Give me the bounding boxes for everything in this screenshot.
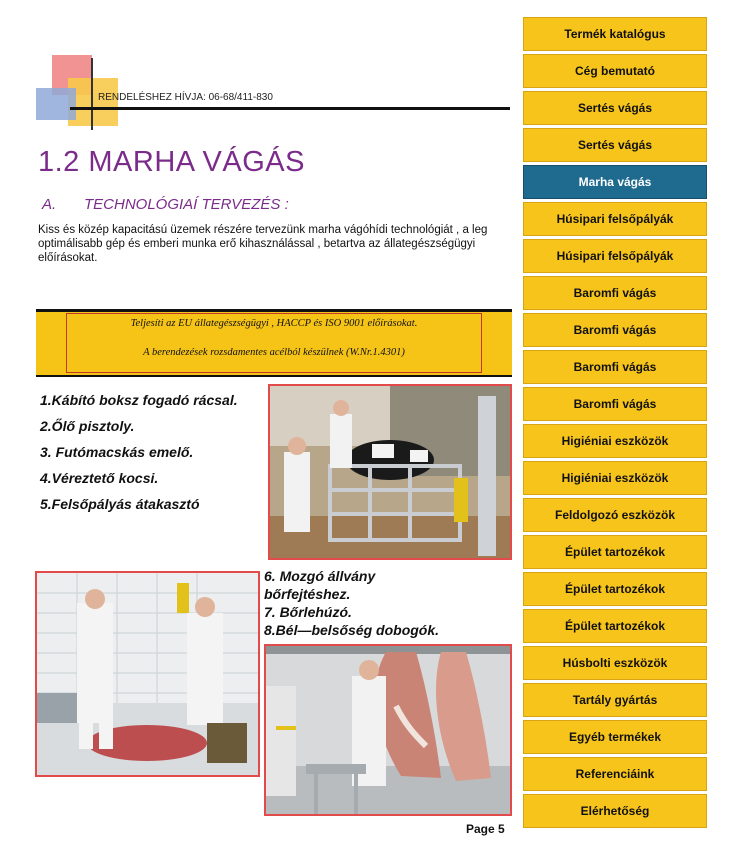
banner-line-2: A berendezések rozsdamentes acélból készülnek (W.Nr.1.4301) [143, 347, 405, 358]
nav-item-referenciaink[interactable]: Referenciáink [523, 757, 707, 791]
nav-item-tartaly-gyartas[interactable]: Tartály gyártás [523, 683, 707, 717]
intro-paragraph: Kiss és közép kapacitású üzemek részére tervezünk marha vágóhídi technológiát , a leg optimálisabb gép és emberi munka erő kihasználással , betartva az állategészségügyi előírásokat. [38, 224, 488, 264]
list-item: 6. Mozgó állvány [264, 568, 376, 584]
list-item: 7. Bőrlehúzó. [264, 604, 352, 620]
nav-item-baromfi-vagas[interactable]: Baromfi vágás [523, 387, 707, 421]
nav-item-feldolgozo-eszkozok[interactable]: Feldolgozó eszközök [523, 498, 707, 532]
nav-item-epulet-tartozekok[interactable]: Épület tartozékok [523, 609, 707, 643]
nav-item-ceg-bemutato[interactable]: Cég bemutató [523, 54, 707, 88]
list-item: 1.Kábító boksz fogadó rácsal. [40, 392, 238, 408]
nav-item-egyeb-termekek[interactable]: Egyéb termékek [523, 720, 707, 754]
nav-item-husbolti-eszkozok[interactable]: Húsbolti eszközök [523, 646, 707, 680]
list-item: 4.Véreztető kocsi. [40, 470, 159, 486]
logo-vertical-line [91, 58, 93, 130]
phone-text: RENDELÉSHEZ HÍVJA: 06-68/411-830 [98, 92, 273, 103]
nav-item-higieniai-eszkozok[interactable]: Higiéniai eszközök [523, 424, 707, 458]
list-item: 3. Futómacskás emelő. [40, 444, 194, 460]
section-letter: A. [42, 196, 57, 213]
nav-item-sertes-vagas[interactable]: Sertés vágás [523, 91, 707, 125]
nav-item-husipari-felsopalyak[interactable]: Húsipari felsőpályák [523, 202, 707, 236]
photo-carcass-processing [264, 644, 512, 816]
photo-bleeding-area [35, 571, 260, 777]
photo-stunning-box [268, 384, 512, 560]
page-title: 1.2 MARHA VÁGÁS [38, 146, 305, 178]
page-number: Page 5 [466, 822, 505, 836]
list-item: 2.Őlő pisztoly. [40, 418, 135, 434]
nav-item-baromfi-vagas[interactable]: Baromfi vágás [523, 276, 707, 310]
header-rule [70, 107, 510, 110]
nav-item-marha-vagas[interactable]: Marha vágás [523, 165, 707, 199]
nav-item-baromfi-vagas[interactable]: Baromfi vágás [523, 350, 707, 384]
list-item: bőrfejtéshez. [264, 586, 351, 602]
logo-square-blue [36, 88, 76, 120]
nav-item-baromfi-vagas[interactable]: Baromfi vágás [523, 313, 707, 347]
nav-item-termek-katalogus[interactable]: Termék katalógus [523, 17, 707, 51]
nav-item-sertes-vagas[interactable]: Sertés vágás [523, 128, 707, 162]
nav-item-husipari-felsopalyak[interactable]: Húsipari felsőpályák [523, 239, 707, 273]
nav-item-epulet-tartozekok[interactable]: Épület tartozékok [523, 535, 707, 569]
nav-item-elerhetoseg[interactable]: Elérhetőség [523, 794, 707, 828]
list-item: 5.Felsőpályás átakasztó [40, 496, 200, 512]
nav-item-higieniai-eszkozok[interactable]: Higiéniai eszközök [523, 461, 707, 495]
section-title: TECHNOLÓGIAÍ TERVEZÉS : [84, 196, 289, 213]
nav-item-epulet-tartozekok[interactable]: Épület tartozékok [523, 572, 707, 606]
list-item: 8.Bél—belsőség dobogók. [264, 622, 440, 638]
banner-line-1: Teljesíti az EU állategészségügyi , HACCP és ISO 9001 előírásokat. [130, 318, 418, 329]
